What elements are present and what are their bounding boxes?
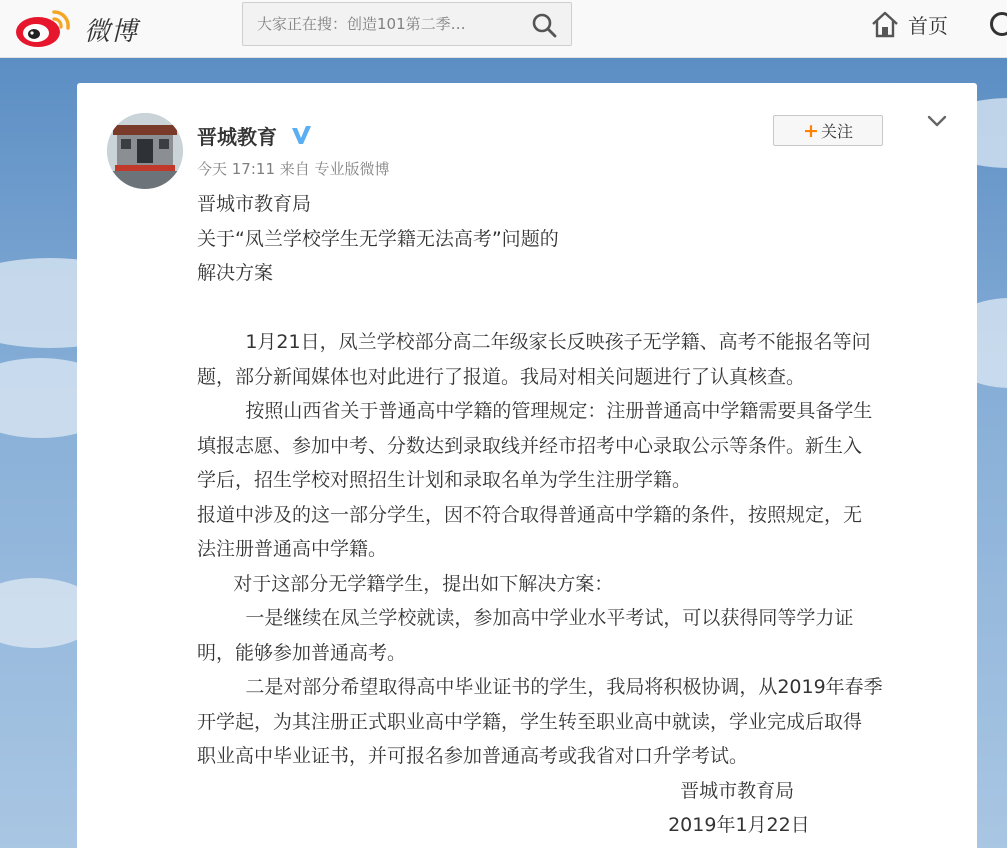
- post-line: 一是继续在凤兰学校就读，参加高中学业水平考试，可以获得同等学力证: [197, 607, 854, 629]
- home-link[interactable]: [870, 8, 948, 40]
- avatar[interactable]: [107, 113, 183, 189]
- signature-line: 晋城市教育局: [197, 779, 795, 802]
- post-line: 解决方案: [197, 262, 274, 284]
- post-line: 填报志愿、参加中考、分数达到录取线并经市招考中心录取公示等条件。新生入: [197, 434, 863, 457]
- chevron-down-icon[interactable]: [925, 113, 949, 129]
- search-box: [242, 2, 572, 46]
- post-line: 题，部分新闻媒体也对此进行了报道。我局对相关问题进行了认真核查。: [197, 365, 806, 388]
- post-line: 职业高中毕业证书，并可报名参加普通高考或我省对口升学考试。: [197, 745, 749, 767]
- post-line: 晋城市教育局: [197, 193, 312, 215]
- search-icon[interactable]: [531, 12, 557, 38]
- home-label: 首页: [908, 13, 948, 38]
- post-line: 关于“凤兰学校学生无学籍无法高考”问题的: [197, 227, 559, 250]
- date-line: 2019年1月22日: [197, 814, 810, 836]
- post-line: 学后，招生学校对照招生计划和录取名单为学生注册学籍。: [197, 469, 692, 491]
- follow-label: 关注: [820, 122, 853, 141]
- post-body: [197, 187, 947, 843]
- weibo-post-card: [77, 83, 977, 848]
- post-line: 法注册普通高中学籍。: [197, 538, 388, 560]
- post-line: 按照山西省关于普通高中学籍的管理规定：注册普通高中学籍需要具备学生: [197, 400, 873, 422]
- post-meta: 今天 17:11 来自 专业版微博: [197, 160, 390, 178]
- verified-badge-icon: [290, 124, 312, 146]
- logo-text: 微博: [84, 17, 139, 47]
- post-line: [197, 291, 947, 326]
- author-name[interactable]: 晋城教育: [197, 125, 277, 149]
- post-line: 明，能够参加普通高考。: [197, 641, 407, 664]
- weibo-logo-icon: [14, 6, 74, 50]
- follow-button[interactable]: [773, 115, 883, 146]
- plus-icon: +: [803, 119, 819, 142]
- top-navigation-bar: [0, 0, 1007, 58]
- post-line: 报道中涉及的这一部分学生，因不符合取得普通高中学籍的条件，按照规定，无: [197, 503, 863, 526]
- post-line: 开学起，为其注册正式职业高中学籍，学生转至职业高中就读，学业完成后取得: [197, 710, 863, 733]
- search-input[interactable]: [243, 3, 523, 45]
- post-line: 对于这部分无学籍学生，提出如下解决方案：: [197, 572, 614, 595]
- home-icon: [870, 10, 900, 38]
- weibo-logo[interactable]: [14, 6, 154, 50]
- post-line: 二是对部分希望取得高中毕业证书的学生，我局将积极协调，从2019年春季: [197, 676, 883, 698]
- post-line: 1月21日，凤兰学校部分高二年级家长反映孩子无学籍、高考不能报名等问: [197, 331, 871, 353]
- avatar-image: [107, 113, 183, 189]
- settings-icon[interactable]: [990, 12, 1007, 36]
